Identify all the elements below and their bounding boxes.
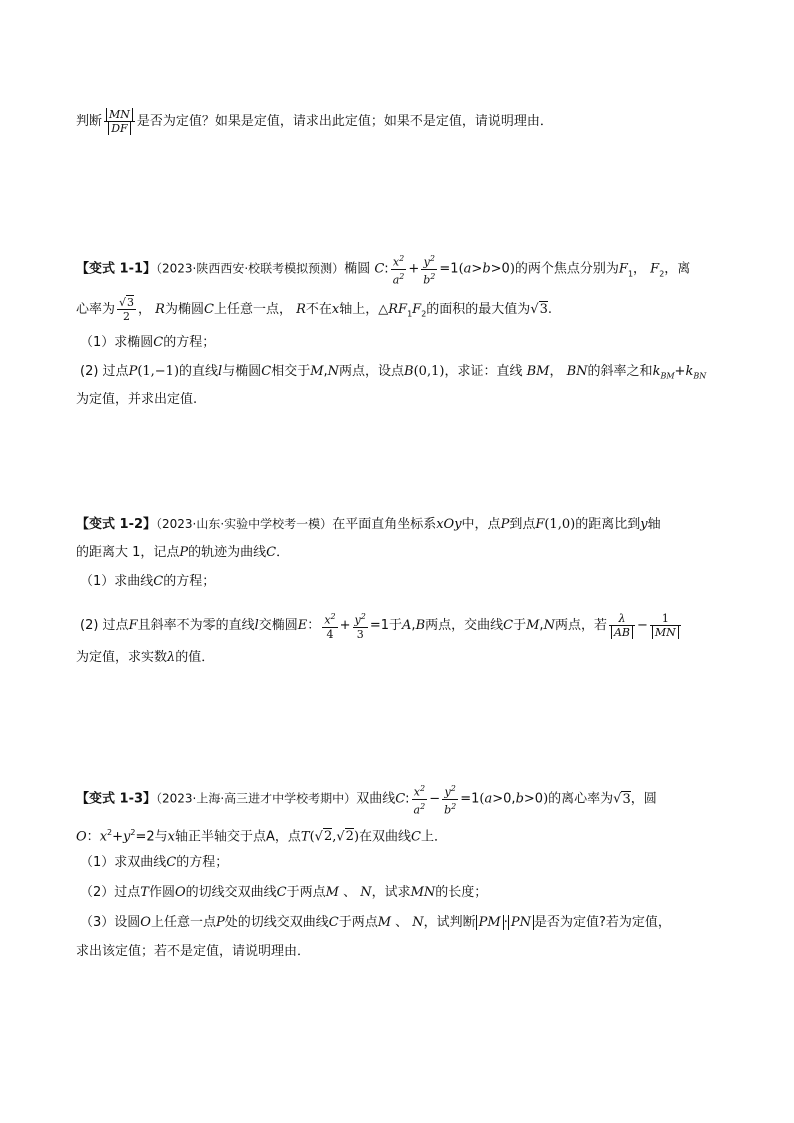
problem-1-3-line-2: O：$x^2+y^2=2$与x轴正半轴交于点A，点T(√2,√2)在双曲线C上． bbox=[76, 828, 447, 845]
problem-tag: 【变式 1-1】 bbox=[76, 261, 157, 277]
problem-1-2-q2: (2) 过点F且斜率不为零的直线l交椭圆E： $\frac{x^2}{4}$ + $\frac{y^2}{3}$ =1于A,B两点，交曲线C于M,N两点，若 $\frac{\lambda}{AB}$ − $\frac{1}{MN}$ bbox=[80, 610, 720, 641]
problem-1-1-line-2: 心率为 $\frac{√3}{2}$ ， R为椭圆C上任意一点， R不在x轴上，$\triangle RF_1F_2$的面积的最大值为√3. bbox=[76, 296, 553, 323]
problem-source: （2023·上海·高三进才中学校考期中） bbox=[156, 791, 357, 806]
problem-1-2-q2-cont: 为定值，求实数λ的值． bbox=[76, 650, 215, 665]
problem-tag: 【变式 1-2】 bbox=[76, 517, 157, 532]
problem-source: （2023·山东·实验中学校考一模） bbox=[156, 517, 333, 531]
problem-1-1-q2-cont: 为定值，并求出定值. bbox=[76, 392, 198, 407]
problem-1-1-line-1: 【变式 1-1】（2023·陕西西安·校联考模拟预测）椭圆 C: $\frac{x^2}{a^2}$ + $\frac{y^2}{b^2}$ =1(a>b>0)的两个焦点分别为$F_1$， $F_2$，离 bbox=[76, 254, 691, 287]
ratio-mn-df: $\frac{MN}{DF}$ bbox=[104, 108, 135, 135]
problem-1-3-q3: （3）设圆O上任意一点P处的切线交双曲线C于两点M 、 N，试判断 PM · PN 是否为定值?若为定值， bbox=[80, 915, 671, 930]
problem-1-1-q2: (2) 过点P(1,−1)的直线l与椭圆C相交于M,N两点，设点B(0,1)，求证：直线 BM， BN的斜率之和$k_{BM}+k_{BN}$ bbox=[80, 364, 707, 381]
intro-line bbox=[76, 108, 720, 135]
problem-source: （2023·陕西西安·校联考模拟预测） bbox=[156, 261, 345, 276]
problem-1-2-q1: （1）求曲线C的方程； bbox=[80, 574, 216, 589]
problem-1-3-q3-cont: 求出该定值；若不是定值，请说明理由． bbox=[76, 944, 311, 959]
problem-1-3-q2: （2）过点T作圆O的切线交双曲线C于两点M 、 N，试求MN的长度； bbox=[80, 885, 488, 900]
problem-1-2-line-2: 的距离大 1，记点P的轨迹为曲线C． bbox=[76, 545, 290, 560]
problem-1-2-line-1: 【变式 1-2】（2023·山东·实验中学校考一模）在平面直角坐标系xOy中，点P到点F(1,0)的距离比到y轴 bbox=[76, 517, 661, 532]
problem-1-3-line-1: 【变式 1-3】（2023·上海·高三进才中学校考期中）双曲线C: $\frac{x^2}{a^2}$ − $\frac{y^2}{b^2}$ =1(a>0,b>0)的离心率为√3，圆 bbox=[76, 784, 657, 817]
intro-text-2: 是否为定值？如果是定值，请求出此定值；如果不是定值，请说明理由． bbox=[136, 114, 553, 129]
problem-tag: 【变式 1-3】 bbox=[76, 791, 157, 807]
problem-1-3-q1: （1）求双曲线C的方程； bbox=[80, 855, 229, 870]
intro-text-1: 判断 bbox=[76, 114, 103, 129]
problem-1-1-q1: （1）求椭圆C的方程； bbox=[80, 335, 216, 350]
